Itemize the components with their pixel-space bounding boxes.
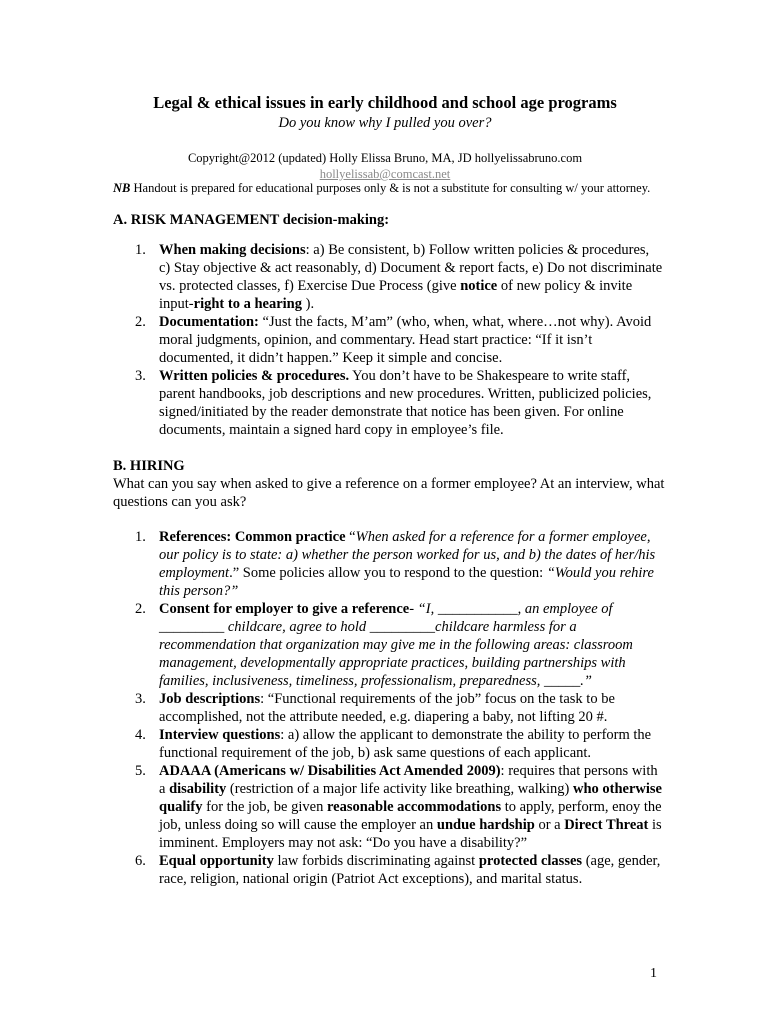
list-item-text: : requires that persons with a	[159, 763, 658, 797]
list-item-text: “I, ___________, an employee of _________ childcare, agree to hold _________childcare harmless for a recommendation that organization may give me in the following areas: classroom management, developmentally appropriate practices, building partnerships with families, inclusiveness, timeliness, professionalism, preparedness, _____.”	[159, 601, 633, 689]
list-item-text: ).	[301, 296, 315, 312]
list-item-number: 2.	[135, 601, 146, 617]
list-item-text: “	[345, 529, 356, 545]
nb-label: NB	[113, 181, 131, 195]
list-item	[113, 726, 663, 762]
section-a-heading: A. RISK MANAGEMENT decision-making:	[113, 212, 390, 228]
list-item-text: Consent for employer to give a reference	[159, 601, 410, 617]
section-b-heading: B. HIRING	[113, 458, 185, 474]
list-item-number: 1.	[135, 529, 146, 545]
list-item-text: -	[409, 601, 418, 617]
section-b-intro: What can you say when asked to give a reference on a former employee? At an interview, what questions can you ask?	[113, 476, 665, 510]
list-item-text: undue hardship	[436, 817, 535, 833]
list-item-text: of new policy & invite input-	[159, 278, 633, 312]
list-item-number: 6.	[135, 853, 146, 869]
disclaimer-note	[113, 180, 713, 196]
section-a-list	[113, 241, 663, 439]
list-item-number: 4.	[135, 727, 146, 743]
list-item-text: (age, gender, race, religion, national origin (Patriot Act exceptions), and marital status.	[159, 853, 661, 887]
document-title: Legal & ethical issues in early childhood and school age programs	[153, 93, 617, 112]
list-item-number: 2.	[135, 314, 146, 330]
list-item	[113, 313, 663, 367]
email-link[interactable]: hollyelissab@comcast.net	[319, 167, 451, 181]
list-item	[113, 852, 663, 888]
list-item-text: .” Some policies allow you to respond to the question:	[229, 565, 547, 581]
list-item-number: 1.	[135, 242, 146, 258]
list-item-text: When making decisions	[159, 242, 306, 258]
list-item-text: Interview questions	[159, 727, 281, 743]
list-item-number: 3.	[135, 691, 146, 707]
list-item-text: Documentation:	[159, 314, 259, 330]
list-item-text: notice	[460, 278, 498, 294]
list-item-text: is imminent. Employers may not ask: “Do you have a disability?”	[159, 817, 662, 851]
list-item-text: You don’t have to be Shakespeare to write staff, parent handbooks, job descriptions and new procedures. Written, publicized policies, signed/initiated by the reader demonstrate that notice has been given. For online documents, maintain a signed hard copy in employee’s file.	[159, 368, 652, 438]
list-item	[113, 367, 663, 439]
nb-text: Handout is prepared for educational purposes only & is not a substitute for consulting w/ your attorney.	[130, 181, 651, 195]
list-item-text: to apply, perform, enoy the job, unless doing so will cause the employer an	[159, 799, 662, 833]
list-item-text: (restriction of a major life activity like breathing, walking)	[226, 781, 573, 797]
list-item-text: : a) Be consistent, b) Follow written policies & procedures, c) Stay objective & act reasonably, d) Document & report facts, e) Do not discriminate vs. protected classes, f) Exercise Due Process (give	[159, 242, 663, 294]
list-item	[113, 241, 663, 313]
list-item-text: who otherwise qualify	[159, 781, 662, 815]
list-item	[113, 690, 663, 726]
list-item-text: “Would you rehire this person?”	[159, 565, 654, 599]
list-item-text: : a) allow the applicant to demonstrate the ability to perform the functional requirement of the job, b) ask same questions of each applicant.	[159, 727, 652, 761]
list-item-text: protected classes	[478, 853, 583, 869]
list-item-text: References: Common practice	[159, 529, 346, 545]
list-item-text: for the job, be given	[202, 799, 327, 815]
list-item-text: ADAAA (Americans w/ Disabilities Act Amended 2009)	[159, 763, 501, 779]
list-item-text: “Just the facts, M’am” (who, when, what, where…not why). Avoid moral judgments, opinion, and commentary. Head start practice: “If it isn’t documented, it didn’t happen.” Keep it simple and concise.	[159, 314, 652, 366]
copyright-line: Copyright@2012 (updated) Holly Elissa Bruno, MA, JD hollyelissabruno.com	[187, 151, 583, 165]
section-b-list	[113, 528, 663, 888]
list-item-text: Direct Threat	[564, 817, 649, 833]
list-item-number: 3.	[135, 368, 146, 384]
list-item-text: : “Functional requirements of the job” focus on the task to be accomplished, not the attribute needed, e.g. diapering a baby, not lifting 20 #.	[159, 691, 615, 725]
list-item-text: right to a hearing	[193, 296, 302, 312]
list-item-text: disability	[169, 781, 227, 797]
list-item	[113, 600, 663, 690]
page-number: 1	[650, 966, 657, 981]
list-item-number: 5.	[135, 763, 146, 779]
list-item-text: Equal opportunity	[159, 853, 274, 869]
document-subtitle: Do you know why I pulled you over?	[278, 115, 492, 131]
list-item-text: law forbids discriminating against	[273, 853, 479, 869]
list-item-text: When asked for a reference for a former employee, our policy is to state: a) whether the person worked for us, and b) the dates of her/his employment	[159, 529, 656, 581]
list-item-text: Job descriptions	[159, 691, 261, 707]
list-item	[113, 762, 663, 852]
list-item-text: or a	[534, 817, 565, 833]
list-item-text: reasonable accommodations	[326, 799, 502, 815]
list-item	[113, 528, 663, 600]
list-item-text: Written policies & procedures.	[159, 368, 350, 384]
